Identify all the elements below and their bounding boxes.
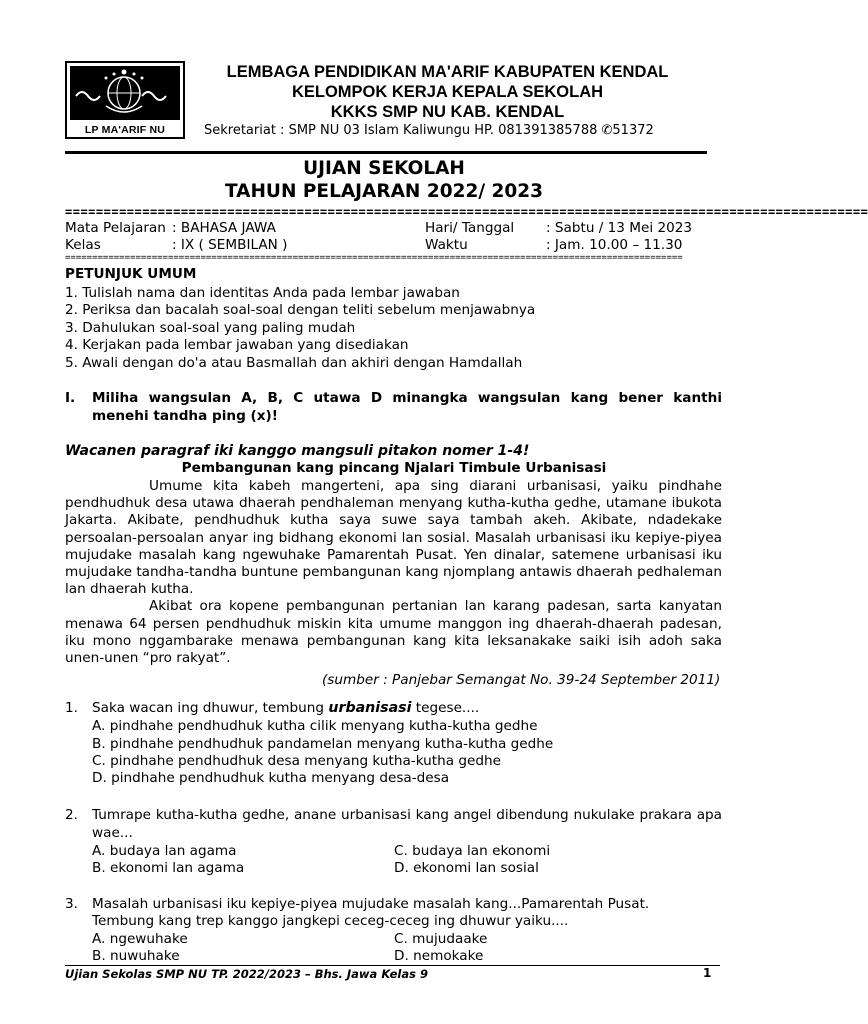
- section-instruction-line-1: Miliha wangsulan A, B, C utawa D minangka wangsulan kang bener kanthi: [92, 390, 722, 406]
- question-3-line-1: Masalah urbanisasi iku kepiye-piyea mujudake masalah kang...Pamarentah Pusat.: [92, 896, 650, 912]
- subject-label: Mata Pelajaran: [65, 220, 166, 236]
- exam-title: UJIAN SEKOLAH: [303, 158, 465, 179]
- question-3-line-2: Tembung kang trep kanggo jangkepi ceceg-ceceg ing dhuwur yaiku....: [92, 913, 569, 929]
- instruction-item: 5. Awali dengan do'a atau Basmallah dan akhiri dengan Hamdallah: [65, 355, 523, 371]
- question-1-text: [92, 700, 479, 717]
- logo-emblem: [70, 66, 180, 120]
- divider-thick: ========================================================================================================: [65, 205, 868, 219]
- reading-text: [65, 478, 722, 667]
- logo-caption: LP MA'ARIF NU: [84, 124, 166, 136]
- secretariat-line: [204, 123, 654, 138]
- divider-thin: ==================================================================================================================: [65, 253, 683, 263]
- page-number: 1: [703, 966, 712, 980]
- question-2-line-2: wae...: [92, 825, 133, 841]
- option-a[interactable]: A. ngewuhake: [92, 931, 188, 947]
- footer-text: Ujian Sekolas SMP NU TP. 2022/2023 – Bhs. Jawa Kelas 9: [65, 967, 428, 981]
- reading-paragraph-1: Umume kita kabeh mangerteni, apa sing diarani urbanisasi, yaiku pindhahe pendhudhuk desa utawa dhaerah pendhaleman menyang kutha-kutha gedhe, utamane ibukota Jakarta. Akibate, pendhudhuk kutha saya suwe saya tambah akeh. Akibate, ndadekake persoalan-persoalan anyar ing bidhang ekonomi lan sosial. Masalah urbanisasi iku kepiye-piyea mujudake masalah kang ngewuhake Pamarentah Pusat. Yen dinalar, satemene urbanisasi iku mujudake tandha-tandha buntune pembangunan kang njomplang antawis dhaerah pedhaleman lan dhaerah kutha.: [65, 478, 722, 598]
- class-value: : IX ( SEMBILAN ): [172, 237, 288, 253]
- instruction-item: 4. Kerjakan pada lembar jawaban yang disediakan: [65, 337, 409, 353]
- reading-title: Pembangunan kang pincang Njalari Timbule Urbanisasi: [181, 460, 607, 476]
- header-line-2: KELOMPOK KERJA KEPALA SEKOLAH: [291, 83, 604, 101]
- reading-source: (sumber : Panjebar Semangat No. 39-24 September 2011): [322, 672, 721, 688]
- question-number: 2.: [65, 807, 78, 823]
- question-1-post: tegese....: [411, 700, 480, 716]
- footer-divider: [65, 965, 720, 966]
- option-b[interactable]: B. ekonomi lan agama: [92, 860, 245, 876]
- time-label: Waktu: [425, 237, 468, 253]
- secretariat-text: Sekretariat : SMP NU 03 Islam Kaliwungu HP. 081391385788: [204, 123, 598, 138]
- class-label: Kelas: [65, 237, 101, 253]
- question-1-keyword: urbanisasi: [328, 700, 412, 716]
- instructions-heading: PETUNJUK UMUM: [65, 266, 197, 282]
- option-d[interactable]: D. ekonomi lan sosial: [394, 860, 539, 876]
- option-b[interactable]: B. nuwuhake: [92, 948, 180, 964]
- option-a[interactable]: A. pindhahe pendhudhuk kutha cilik menyang kutha-kutha gedhe: [92, 718, 538, 734]
- question-number: 3.: [65, 896, 78, 912]
- section-number: I.: [65, 390, 76, 406]
- instruction-item: 1. Tulislah nama dan identitas Anda pada lembar jawaban: [65, 285, 460, 301]
- section-instruction-line-2: menehi tandha ping (x)!: [92, 408, 278, 424]
- instruction-item: 2. Periksa dan bacalah soal-soal dengan teliti sebelum menjawabnya: [65, 302, 536, 318]
- option-c[interactable]: C. mujudaake: [394, 931, 488, 947]
- organization-logo: [65, 61, 185, 139]
- day-value: : Sabtu / 13 Mei 2023: [546, 220, 693, 236]
- option-c[interactable]: C. pindhahe pendhudhuk desa menyang kutha-kutha gedhe: [92, 753, 501, 769]
- option-d[interactable]: D. pindhahe pendhudhuk kutha menyang desa-desa: [92, 770, 450, 786]
- header-line-3: KKKS SMP NU KAB. KENDAL: [330, 103, 565, 121]
- question-1-pre: Saka wacan ing dhuwur, tembung: [92, 700, 329, 716]
- time-value: : Jam. 10.00 – 11.30: [546, 237, 683, 253]
- option-b[interactable]: B. pindhahe pendhudhuk pandamelan menyang kutha-kutha gedhe: [92, 736, 554, 752]
- header-divider: [65, 151, 707, 154]
- postal-code: 51372: [612, 123, 654, 138]
- header-line-1: LEMBAGA PENDIDIKAN MA'ARIF KABUPATEN KENDAL: [226, 63, 669, 81]
- option-a[interactable]: A. budaya lan agama: [92, 843, 237, 859]
- day-label: Hari/ Tanggal: [425, 220, 515, 236]
- option-c[interactable]: C. budaya lan ekonomi: [394, 843, 551, 859]
- instruction-item: 3. Dahulukan soal-soal yang paling mudah: [65, 320, 356, 336]
- nu-globe-icon: [70, 66, 178, 120]
- question-2-line-1: Tumrape kutha-kutha gedhe, anane urbanisasi kang angel dibendung nukulake prakara apa: [92, 807, 722, 823]
- reading-paragraph-2: Akibat ora kopene pembangunan pertanian lan karang padesan, sarta kanyatan menawa 64 persen pendhudhuk miskin kita umume manggon ing dhaerah-dhaerah padesan, iku mono nggambarake menawa pembangunan kang kita leksanakake saiki isih adoh saka unen-unen “pro rakyat”.: [65, 598, 722, 667]
- phone-icon: ✆: [601, 123, 613, 138]
- question-number: 1.: [65, 700, 78, 716]
- reading-instruction: Wacanen paragraf iki kanggo mangsuli pitakon nomer 1-4!: [65, 443, 530, 459]
- exam-year: TAHUN PELAJARAN 2022/ 2023: [224, 181, 544, 202]
- option-d[interactable]: D. nemokake: [394, 948, 484, 964]
- subject-value: : BAHASA JAWA: [172, 220, 276, 236]
